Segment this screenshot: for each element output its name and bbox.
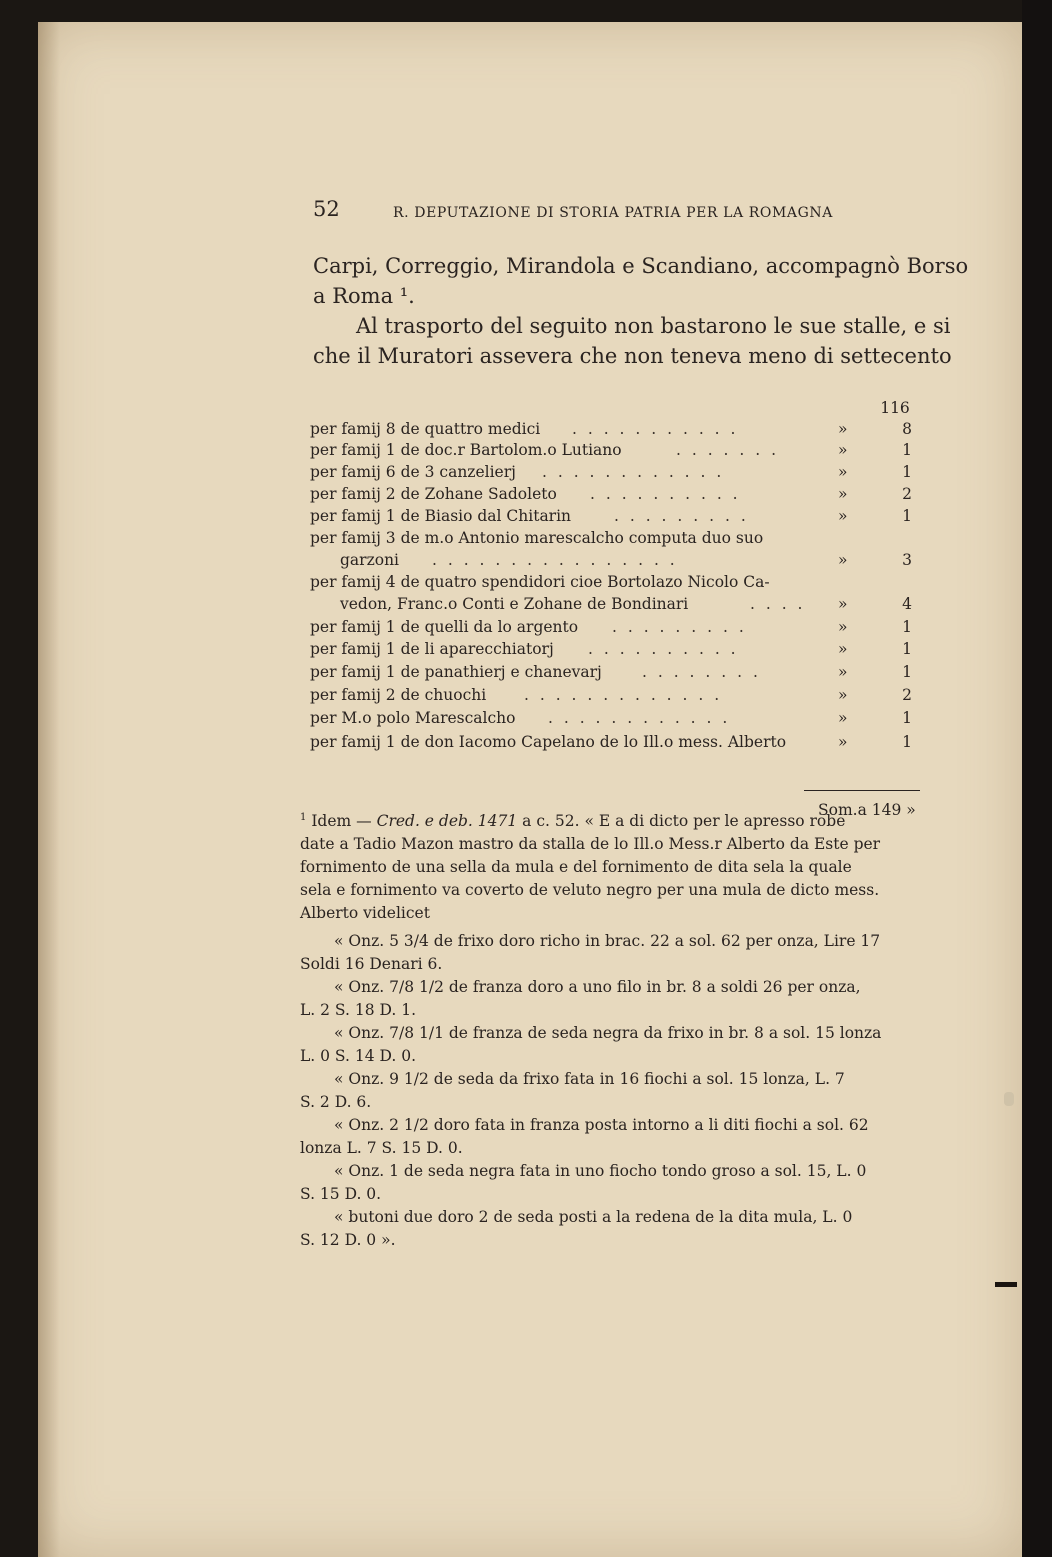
page-edge-tab	[1004, 1092, 1014, 1106]
entry-text: per famij 8 de quattro medici	[310, 420, 541, 438]
ledger-entry: per famij 1 de li aparecchiatorj . . . . . . . . . . » 1	[310, 640, 920, 662]
body-line: Al trasporto del seguito non bastarono le sue stalle, e si	[356, 314, 951, 338]
footnote-line: L. 0 S. 14 D. 0.	[300, 1047, 417, 1065]
entry-text: per famij 4 de quatro spendidori cioe Bortolazo Nicolo Ca-	[310, 573, 770, 591]
ditto-mark: »	[838, 733, 848, 751]
ditto-mark: »	[838, 618, 848, 636]
entry-count: 2	[902, 485, 912, 503]
carried-total: 116	[880, 399, 910, 417]
footnote-source: Cred. e deb. 1471	[376, 812, 518, 831]
footnote-line: « butoni due doro 2 de seda posti a la redena de la dita mula, L. 0	[334, 1208, 853, 1226]
ditto-mark: »	[838, 640, 848, 658]
footnote-line: sela e fornimento va coverto de veluto negro per una mula de dicto mess.	[300, 881, 880, 899]
entry-count: 2	[902, 686, 912, 704]
footnote-line: « Onz. 7/8 1/2 de franza doro a uno filo in br. 8 a soldi 26 per onza,	[334, 978, 861, 996]
entry-text: per famij 3 de m.o Antonio marescalcho computa duo suo	[310, 529, 764, 547]
ledger-entry: per famij 1 de panathierj e chanevarj . . . . . . . . » 1	[310, 663, 920, 685]
ditto-mark: »	[838, 441, 848, 459]
page-edge-mark	[995, 1282, 1017, 1287]
footnote-line: S. 12 D. 0 ».	[300, 1231, 396, 1249]
entry-text: per famij 1 de li aparecchiatorj	[310, 640, 554, 658]
ledger-entry	[310, 529, 920, 551]
ledger-entry: per famij 6 de 3 canzelierj . . . . . . . . . . . . » 1	[310, 463, 920, 485]
entry-text: per famij 1 de Biasio dal Chitarin	[310, 507, 572, 525]
ditto-mark: »	[838, 595, 848, 613]
book-page	[38, 22, 1023, 1557]
household-ledger	[310, 399, 930, 839]
ledger-entry	[310, 733, 920, 755]
footnote-line: a c. 52. « E a di dicto per le apresso robe	[522, 812, 846, 831]
footnote-line: « Onz. 2 1/2 doro fata in franza posta intorno a li diti fiochi a sol. 62	[334, 1116, 869, 1134]
footnote-line: S. 2 D. 6.	[300, 1093, 372, 1111]
footnote-line: S. 15 D. 0.	[300, 1185, 382, 1203]
entry-text: per famij 1 de don Iacomo Capelano de lo Ill.o mess. Alberto	[310, 733, 787, 751]
entry-count: 8	[902, 420, 912, 438]
footnote-line: L. 2 S. 18 D. 1.	[300, 1001, 417, 1019]
entry-count: 1	[902, 507, 912, 525]
ledger-entry: per famij 1 de quelli da lo argento . . . . . . . . . » 1	[310, 618, 920, 640]
entry-count: 1	[902, 663, 912, 681]
footnote-line: « Onz. 9 1/2 de seda da frixo fata in 16 fiochi a sol. 15 lonza, L. 7	[334, 1070, 845, 1088]
ditto-mark: »	[838, 485, 848, 503]
entry-count: 4	[902, 595, 912, 613]
body-line: a Roma ¹.	[313, 284, 415, 308]
entry-count: 1	[902, 441, 912, 459]
footnote-line: Alberto videlicet	[300, 904, 430, 922]
ditto-mark: »	[838, 709, 848, 727]
entry-text: vedon, Franc.o Conti e Zohane de Bondinari	[340, 595, 689, 613]
gutter-shadow	[38, 22, 60, 1557]
entry-count: 1	[902, 709, 912, 727]
entry-count: 1	[902, 640, 912, 658]
ledger-entry-continuation: vedon, Franc.o Conti e Zohane de Bondinari . . . . » 4	[310, 595, 920, 617]
ledger-entry: per famij 2 de Zohane Sadoleto . . . . . . . . . . » 2	[310, 485, 920, 507]
footnote-line: lonza L. 7 S. 15 D. 0.	[300, 1139, 463, 1157]
footnote-line: « Onz. 7/8 1/1 de franza de seda negra da frixo in br. 8 a sol. 15 lonza	[334, 1024, 882, 1042]
ledger-entry-continuation: garzoni . . . . . . . . . . . . . . . . » 3	[310, 551, 920, 573]
entry-count: 1	[902, 733, 912, 751]
ditto-mark: »	[838, 686, 848, 704]
page-number: 52	[313, 197, 340, 221]
ditto-mark: »	[838, 507, 848, 525]
footnote-number: 1	[300, 812, 307, 823]
body-line: Carpi, Correggio, Mirandola e Scandiano, accompagnò Borso	[313, 254, 969, 278]
entry-text: per famij 1 de quelli da lo argento	[310, 618, 579, 636]
ledger-entry: per famij 2 de chuochi . . . . . . . . . . . . . » 2	[310, 686, 920, 708]
ledger-entry: per famij 1 de Biasio dal Chitarin . . . . . . . . . » 1	[310, 507, 920, 529]
sum-rule	[804, 790, 920, 791]
sum-total: Som.a 149 »	[818, 801, 916, 819]
footnote-intro: Idem —	[311, 812, 372, 831]
entry-text: per famij 1 de panathierj e chanevarj	[310, 663, 602, 681]
footnote-line: « Onz. 5 3/4 de frixo doro richo in brac. 22 a sol. 62 per onza, Lire 17	[334, 932, 881, 950]
footnote-line: « Onz. 1 de seda negra fata in uno fiocho tondo groso a sol. 15, L. 0	[334, 1162, 867, 1180]
ditto-mark: »	[838, 463, 848, 481]
ledger-entry: per famij 8 de quattro medici . . . . . . . . . . . » 8	[310, 420, 920, 442]
ditto-mark: »	[838, 663, 848, 681]
ledger-entry: per M.o polo Marescalcho . . . . . . . . . . . . » 1	[310, 709, 920, 731]
entry-text: garzoni	[340, 551, 400, 569]
ledger-entry: per famij 1 de doc.r Bartolom.o Lutiano . . . . . . . » 1	[310, 441, 920, 463]
entry-text: per famij 6 de 3 canzelierj	[310, 463, 516, 481]
entry-count: 1	[902, 463, 912, 481]
entry-text: per famij 1 de doc.r Bartolom.o Lutiano	[310, 441, 622, 459]
footnote-first-line	[300, 812, 845, 830]
footnote-line: date a Tadio Mazon mastro da stalla de lo Ill.o Mess.r Alberto da Este per	[300, 835, 881, 853]
footnote-line: fornimento de una sella da mula e del fornimento de dita sela la quale	[300, 858, 852, 876]
entry-text: per famij 2 de chuochi	[310, 686, 487, 704]
ditto-mark: »	[838, 551, 848, 569]
ledger-entry	[310, 573, 920, 595]
ditto-mark: »	[838, 420, 848, 438]
entry-text: per M.o polo Marescalcho	[310, 709, 516, 727]
entry-text: per famij 2 de Zohane Sadoleto	[310, 485, 557, 503]
entry-count: 1	[902, 618, 912, 636]
body-line: che il Muratori assevera che non teneva meno di settecento	[313, 344, 952, 368]
page-header	[313, 197, 953, 231]
running-head: R. DEPUTAZIONE DI STORIA PATRIA PER LA ROMAGNA	[393, 205, 833, 221]
footnote-line: Soldi 16 Denari 6.	[300, 955, 443, 973]
scan-edge	[1022, 0, 1052, 1557]
entry-count: 3	[902, 551, 912, 569]
